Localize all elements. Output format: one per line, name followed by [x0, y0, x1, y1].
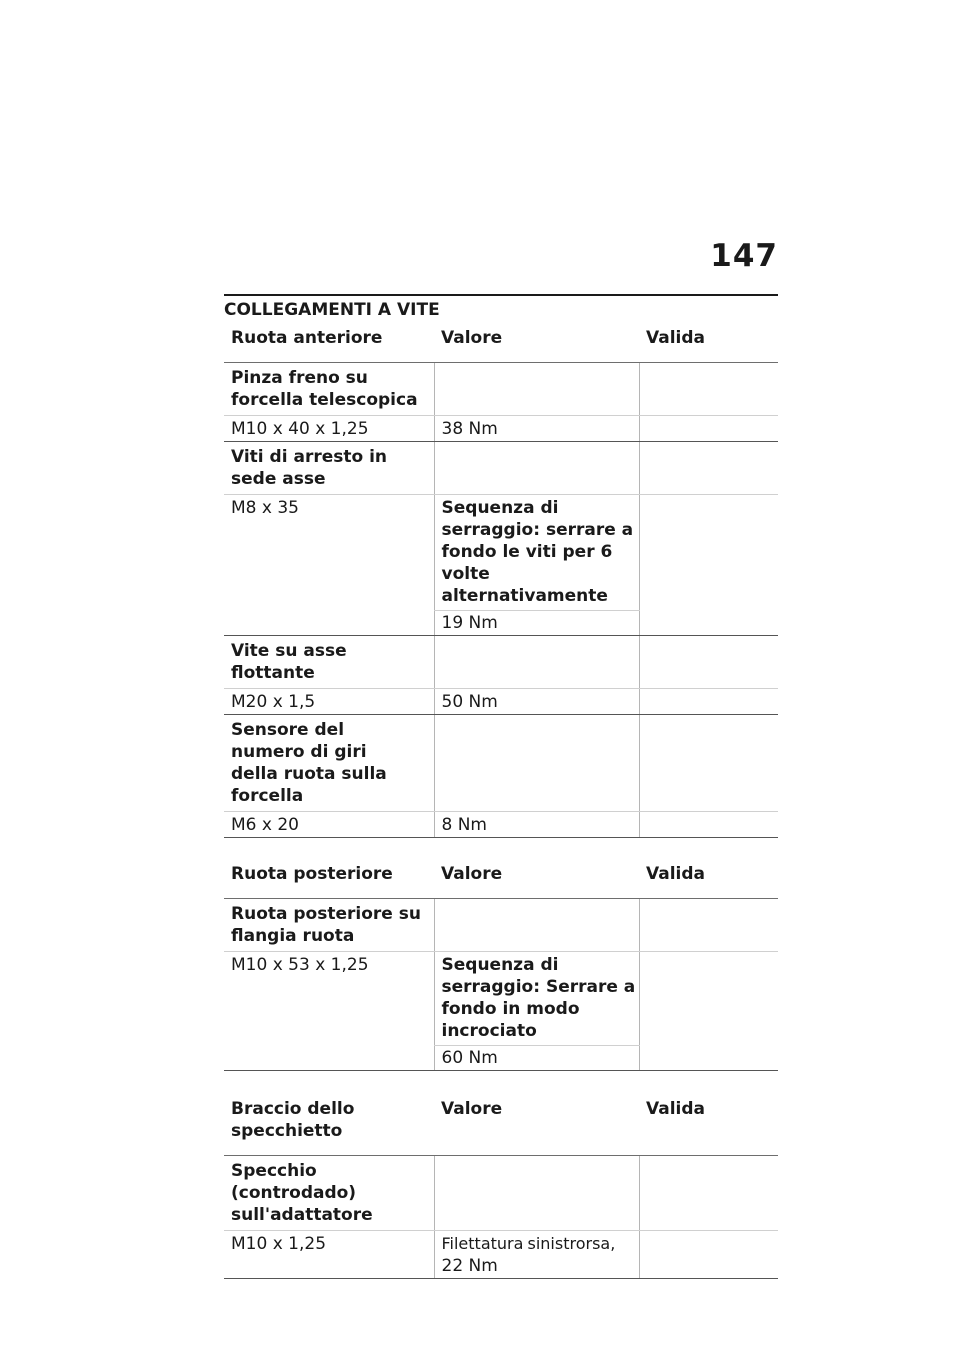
column-header: Valore: [434, 322, 639, 363]
front-wheel-table: [224, 322, 778, 838]
component-name: Pinza freno su forcella telescopica: [224, 363, 434, 416]
thread-size: M10 x 1,25: [224, 1231, 434, 1279]
column-header: Braccio dello specchietto: [224, 1093, 434, 1156]
component-name: Viti di arresto in sede asse: [224, 442, 434, 495]
mirror-arm-table: [224, 1093, 778, 1279]
column-header: Ruota posteriore: [224, 858, 434, 899]
section-title: COLLEGAMENTI A VITE: [224, 294, 778, 322]
column-header: Valida: [639, 1093, 778, 1156]
thread-size: M8 x 35: [224, 495, 434, 636]
value-torque: 22 Nm: [441, 1256, 498, 1276]
table-row: [224, 416, 778, 442]
column-header: Valida: [639, 322, 778, 363]
column-header: Valore: [434, 1093, 639, 1156]
torque-value: 8 Nm: [434, 812, 639, 838]
table-header-row: [224, 858, 778, 899]
component-name: Sensore del numero di giri della ruota sulla forcella: [224, 715, 434, 812]
thread-size: M10 x 40 x 1,25: [224, 416, 434, 442]
table-row: [224, 899, 778, 952]
table-row: [224, 689, 778, 715]
component-name: Specchio (controdado) sull'adattatore: [224, 1156, 434, 1231]
thread-size: M20 x 1,5: [224, 689, 434, 715]
thread-size: M10 x 53 x 1,25: [224, 952, 434, 1071]
table-row: [224, 442, 778, 495]
table-header-row: [224, 322, 778, 363]
table-row: [224, 495, 778, 611]
torque-value: 19 Nm: [434, 611, 639, 636]
tightening-sequence: Sequenza di serraggio: serrare a fondo le viti per 6 volte alternativamente: [434, 495, 639, 611]
tightening-sequence: Sequenza di serraggio: Serrare a fondo in modo incrociato: [434, 952, 639, 1046]
table-row: [224, 1156, 778, 1231]
column-header: Ruota anteriore: [224, 322, 434, 363]
table-row: [224, 715, 778, 812]
torque-value: 50 Nm: [434, 689, 639, 715]
page-number: 147: [710, 238, 778, 274]
column-header: Valore: [434, 858, 639, 899]
torque-value: 60 Nm: [434, 1046, 639, 1071]
table-row: [224, 363, 778, 416]
table-row: [224, 812, 778, 838]
value-note: Filettatura sinistrorsa,: [441, 1234, 616, 1253]
table-row: [224, 636, 778, 689]
component-name: Vite su asse flottante: [224, 636, 434, 689]
table-header-row: [224, 1093, 778, 1156]
torque-tables: [224, 294, 778, 1279]
torque-value: [434, 1231, 639, 1279]
component-name: Ruota posteriore su flangia ruota: [224, 899, 434, 952]
rear-wheel-table: [224, 858, 778, 1071]
column-header: Valida: [639, 858, 778, 899]
thread-size: M6 x 20: [224, 812, 434, 838]
table-row: [224, 952, 778, 1046]
torque-value: 38 Nm: [434, 416, 639, 442]
table-row: [224, 1231, 778, 1279]
